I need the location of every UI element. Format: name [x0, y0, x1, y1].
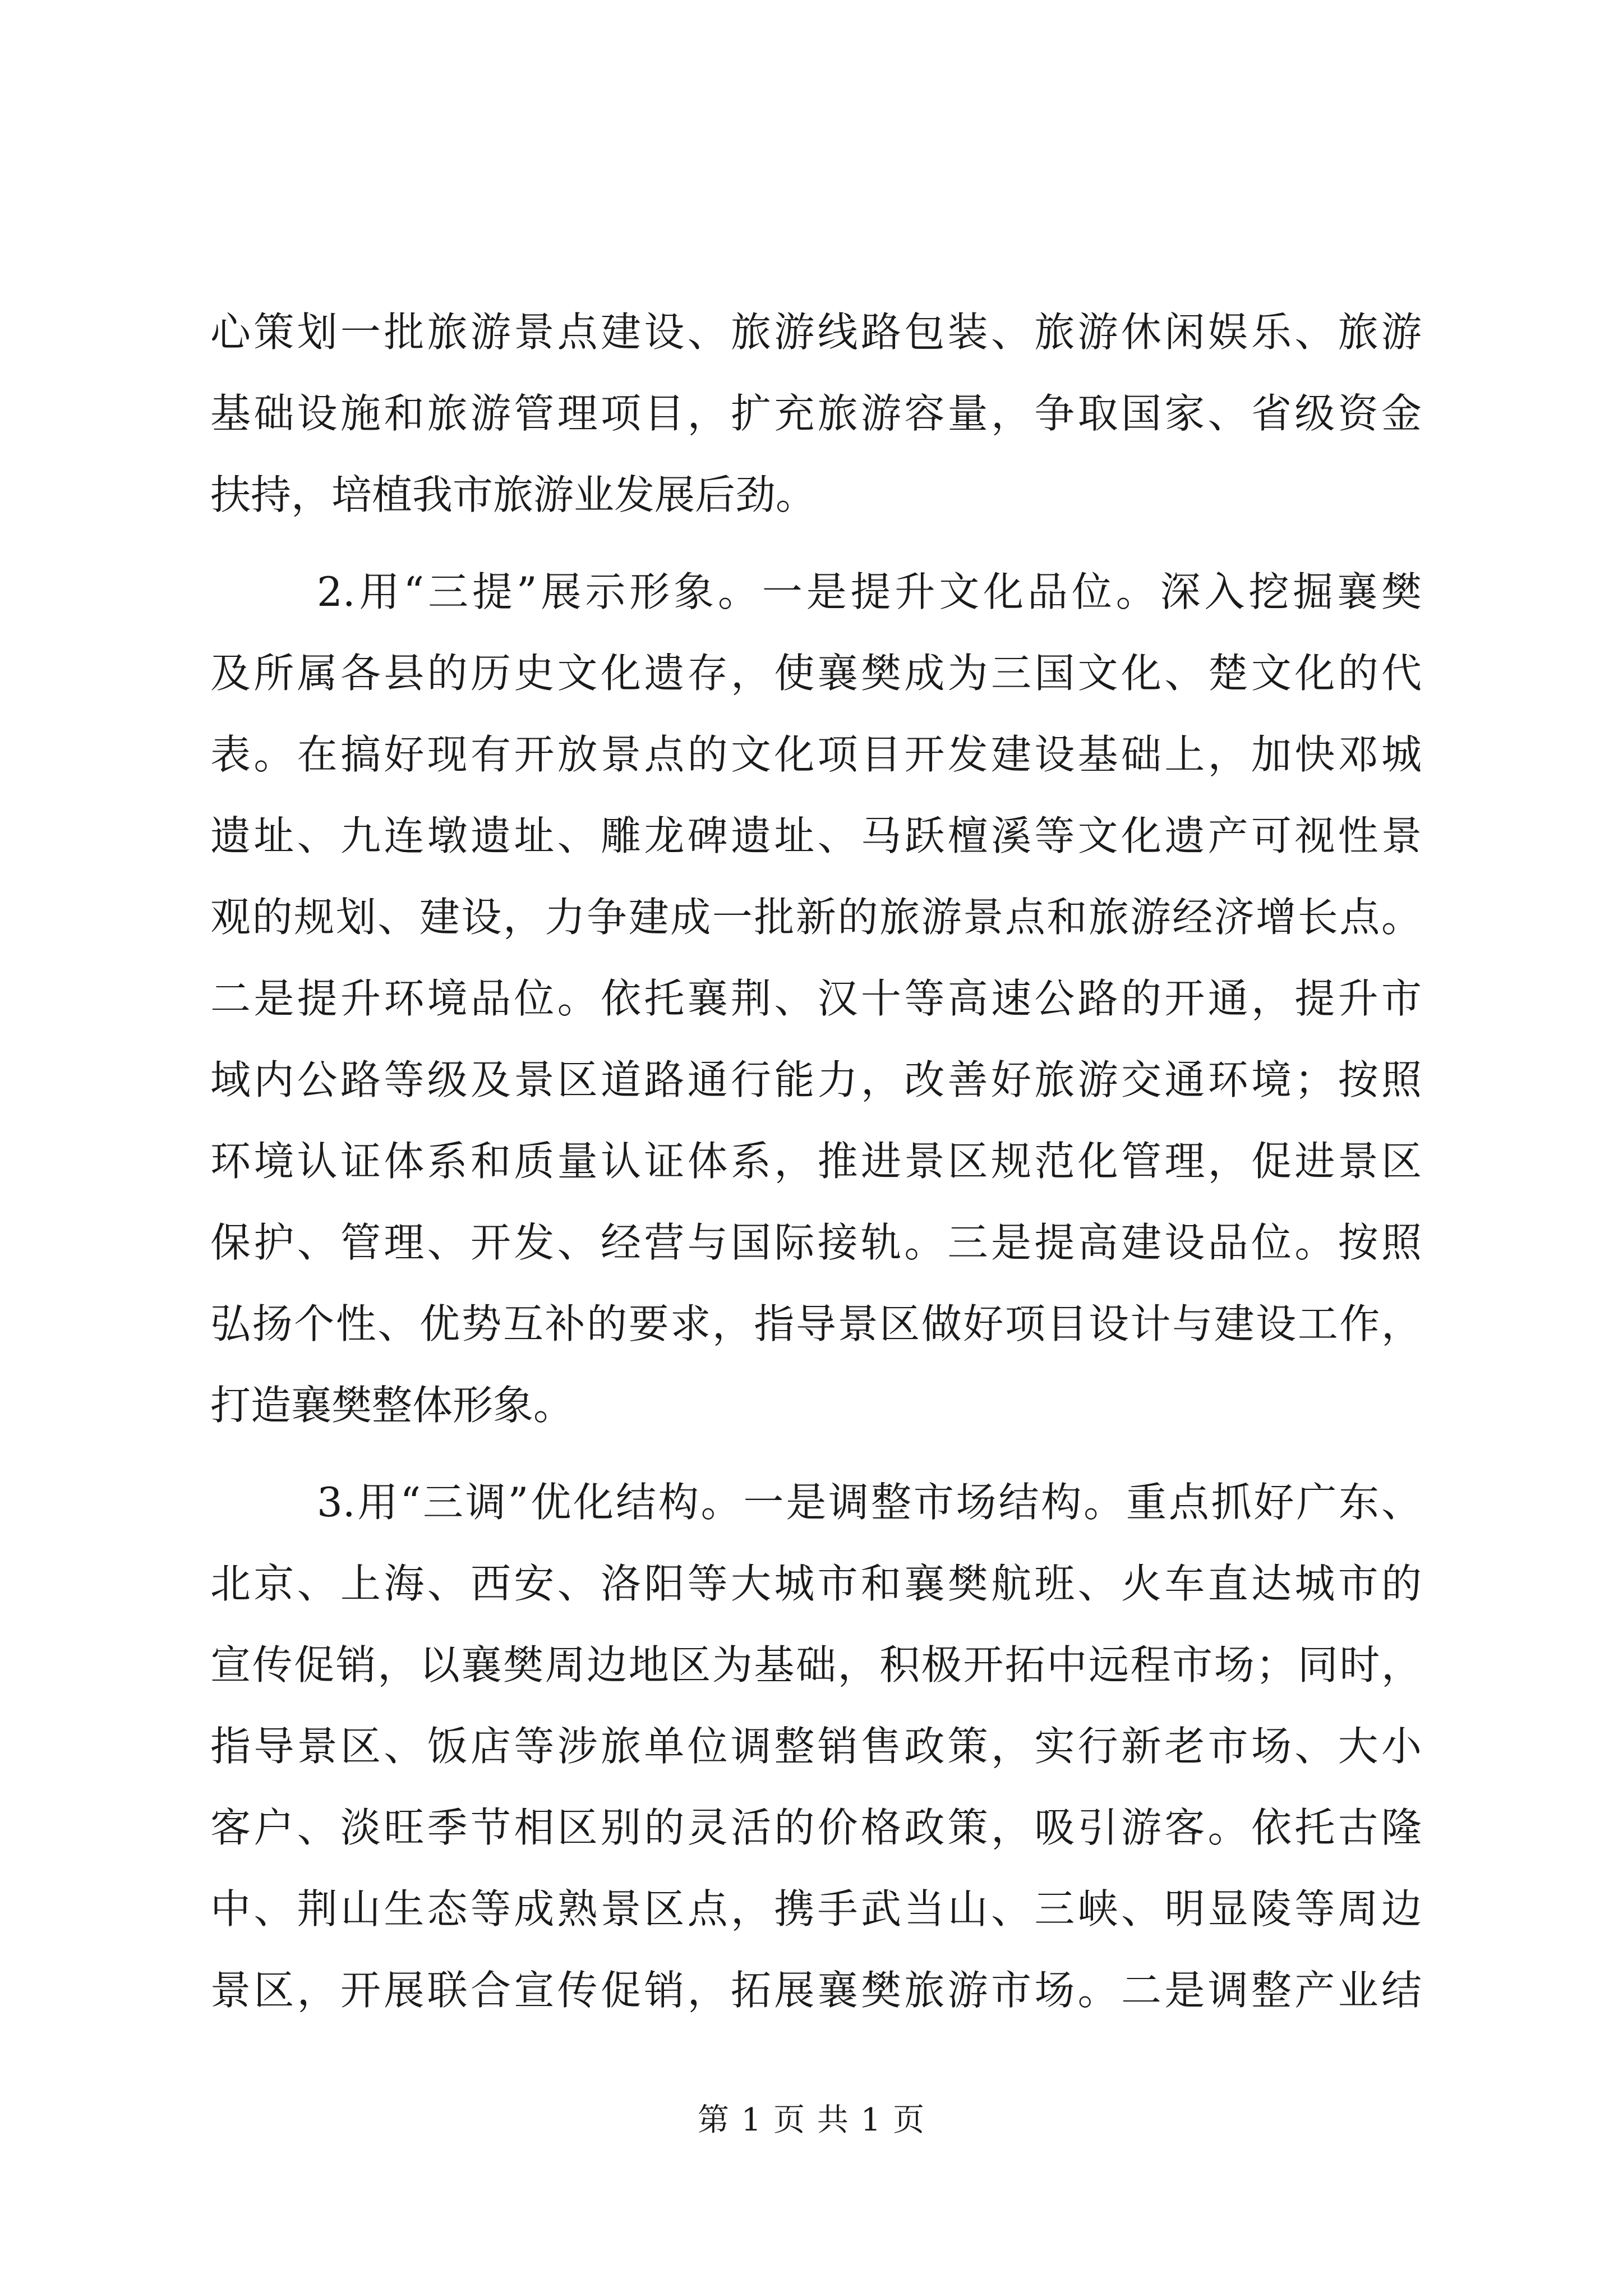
document-body	[210, 292, 1422, 2031]
text-line: 及所属各县的历史文化遗存，使襄樊成为三国文化、楚文化的代	[210, 650, 1422, 697]
text-line: 扶持，培植我市旅游业发展后劲。	[210, 471, 817, 518]
text-line: 遗址、九连墩遗址、雕龙碑遗址、马跃檀溪等文化遗产可视性景	[210, 812, 1422, 859]
text-line: 景区，开展联合宣传促销，拓展襄樊旅游市场。二是调整产业结	[210, 1967, 1422, 2014]
text-line: 表。在搞好现有开放景点的文化项目开发建设基础上，加快邓城	[210, 731, 1422, 778]
text-line: 指导景区、饭店等涉旅单位调整销售政策，实行新老市场、大小	[210, 1723, 1422, 1770]
text-line: 观的规划、建设，力争建成一批新的旅游景点和旅游经济增长点。	[210, 894, 1422, 941]
paragraph	[210, 1462, 1422, 2031]
text-line: 环境认证体系和质量认证体系，推进景区规范化管理，促进景区	[210, 1138, 1422, 1185]
text-line: 北京、上海、西安、洛阳等大城市和襄樊航班、火车直达城市的	[210, 1560, 1422, 1607]
text-line: 中、荆山生态等成熟景区点，携手武当山、三峡、明显陵等周边	[210, 1885, 1422, 1932]
text-line: 保护、管理、开发、经营与国际接轨。三是提高建设品位。按照	[210, 1219, 1422, 1266]
text-line: 弘扬个性、优势互补的要求，指导景区做好项目设计与建设工作，	[210, 1300, 1422, 1347]
text-line: 心策划一批旅游景点建设、旅游线路包装、旅游休闲娱乐、旅游	[210, 309, 1422, 356]
paragraph	[210, 551, 1422, 1446]
text-line: 基础设施和旅游管理项目，扩充旅游容量，争取国家、省级资金	[210, 390, 1422, 437]
text-line: 3.用“三调”优化结构。一是调整市场结构。重点抓好广东、	[317, 1479, 1422, 1526]
text-line: 域内公路等级及景区道路通行能力，改善好旅游交通环境；按照	[210, 1056, 1422, 1103]
text-line: 二是提升环境品位。依托襄荆、汉十等高速公路的开通，提升市	[210, 975, 1422, 1022]
text-line: 2.用“三提”展示形象。一是提升文化品位。深入挖掘襄樊	[317, 568, 1422, 615]
page-footer: 第 1 页 共 1 页	[697, 2102, 926, 2138]
paragraph	[210, 292, 1422, 536]
text-line: 宣传促销，以襄樊周边地区为基础，积极开拓中远程市场；同时，	[210, 1641, 1422, 1688]
text-line: 客户、淡旺季节相区别的灵活的价格政策，吸引游客。依托古隆	[210, 1804, 1422, 1851]
text-line: 打造襄樊整体形象。	[210, 1382, 574, 1429]
